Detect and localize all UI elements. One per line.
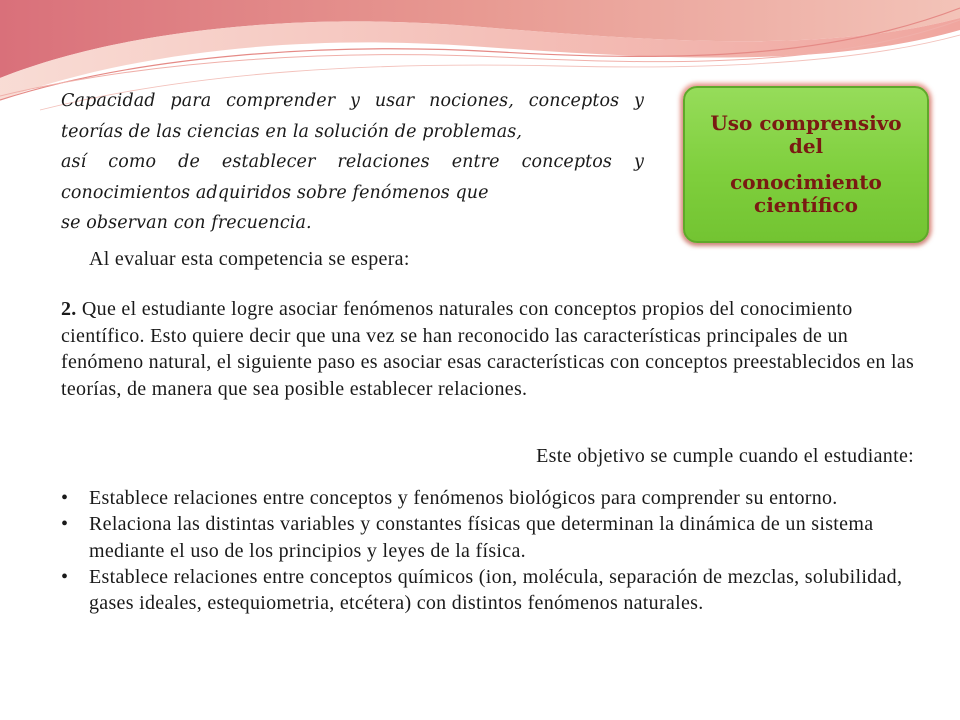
- intro-line: Capacidad para comprender y usar nociones, conceptos y: [61, 91, 644, 111]
- list-item: [61, 485, 918, 511]
- intro-line: así como de establecer relaciones entre conceptos y: [61, 152, 644, 172]
- list-item: [61, 564, 918, 617]
- objective-paragraph: [61, 296, 918, 402]
- goal-label: Este objetivo se cumple cuando el estudiante:: [536, 445, 914, 467]
- list-item: [61, 511, 918, 564]
- badge-title-line1: Uso comprensivo del: [710, 111, 902, 158]
- bullet-icon: •: [61, 513, 69, 536]
- list-item-text: Relaciona las distintas variables y constantes físicas que determinan la dinámica de un sistema mediante el uso de los principios y leyes de la física.: [89, 513, 874, 562]
- objective-number: 2.: [61, 298, 77, 320]
- expectation-label: Al evaluar esta competencia se espera:: [89, 248, 410, 270]
- badge-title-line2: conocimiento científico: [730, 170, 882, 217]
- criteria-list: [61, 485, 918, 616]
- bullet-icon: •: [61, 565, 69, 588]
- bullet-icon: •: [61, 487, 69, 509]
- intro-line: se observan con frecuencia.: [61, 213, 312, 233]
- intro-line: teorías de las ciencias en la solución de problemas,: [61, 121, 523, 142]
- objective-text: Que el estudiante logre asociar fenómenos naturales con conceptos propios del conocimiento científico. Esto quiere decir que una vez se han reconocido las características principales de un fenómeno natural, el siguiente paso es asociar esas características con conceptos preestablecidos en las teorías, de manera que sea posible establecer relaciones.: [61, 298, 915, 400]
- intro-line: conocimientos adquiridos sobre fenómenos que: [61, 182, 489, 203]
- list-item-text: Establece relaciones entre conceptos y fenómenos biológicos para comprender su entorno.: [89, 487, 838, 509]
- competency-badge: [683, 86, 929, 243]
- list-item-text: Establece relaciones entre conceptos químicos (ion, molécula, separación de mezclas, solubilidad, gases ideales, estequiometria, etcétera) con distintos fenómenos naturales.: [89, 565, 903, 615]
- competency-definition: [61, 86, 644, 239]
